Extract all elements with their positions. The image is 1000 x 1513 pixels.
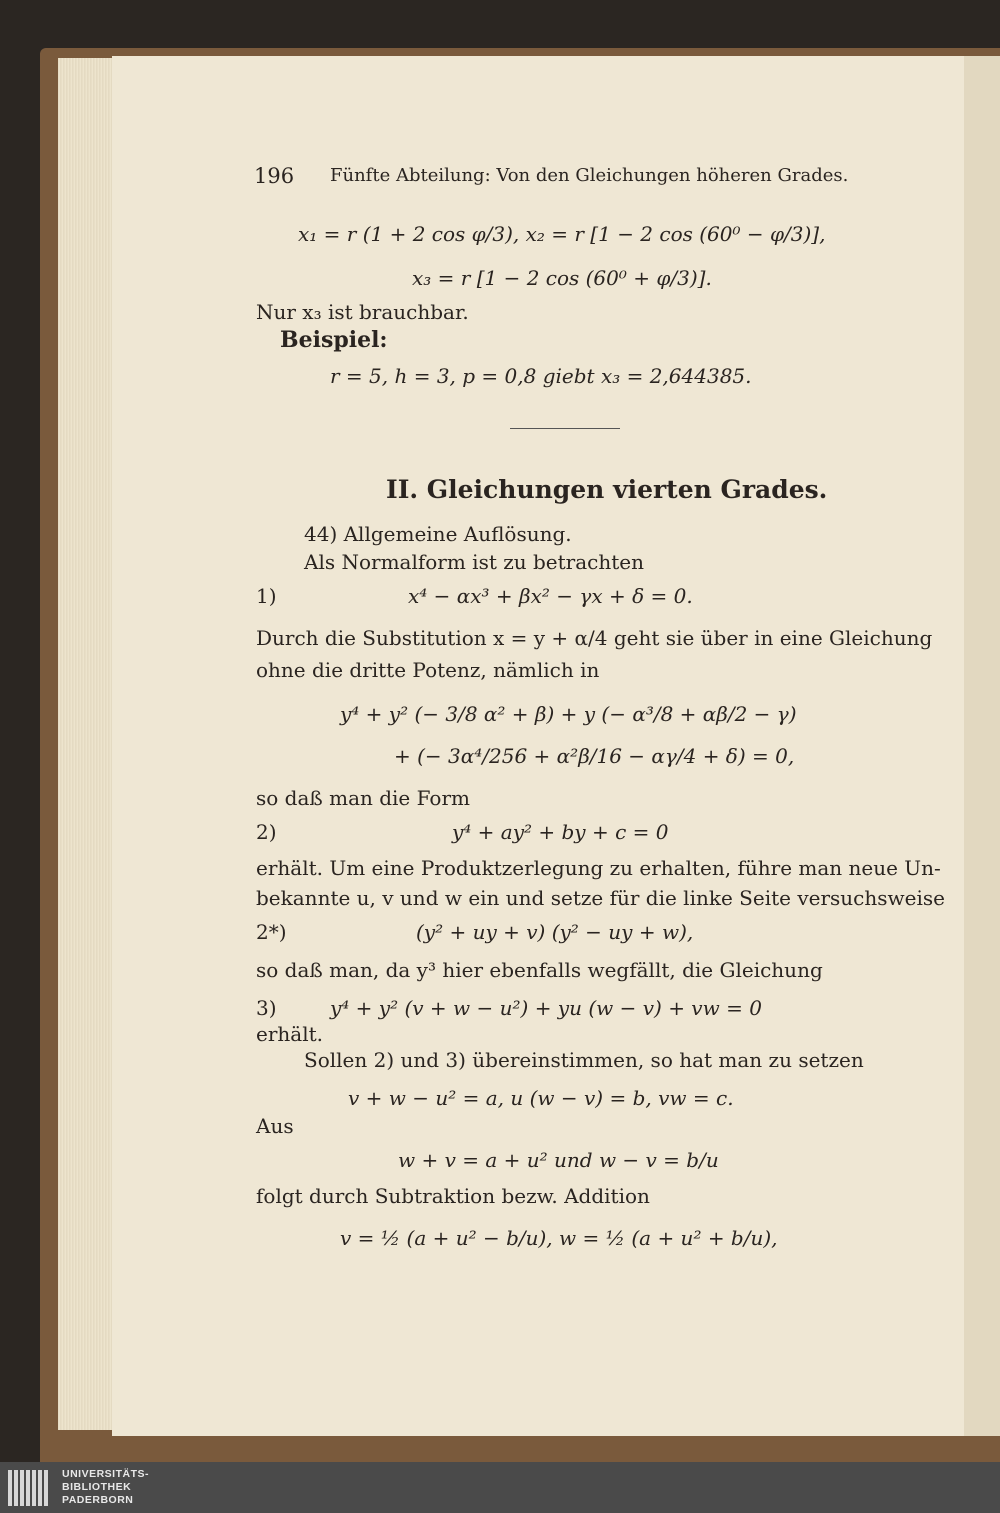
text-line: so daß man, da y³ hier ebenfalls wegfällt, die Gleichung [256,958,823,982]
equation-number: 2*) [256,920,287,944]
running-title: Fünfte Abteilung: Von den Gleichungen höheren Grades. [330,165,849,186]
library-footer [0,1462,1000,1513]
example-label: Beispiel: [280,327,388,353]
library-name-line: BIBLIOTHEK [62,1481,132,1493]
page-content [112,56,964,1436]
library-name [62,1468,149,1507]
text-line: Durch die Substitution x = y + α/4 geht sie über in eine Gleichung [256,626,933,650]
equation-number: 2) [256,820,277,844]
page-stack-edge [58,58,120,1430]
equation-expanded: y⁴ + y² (v + w − u²) + yu (w − v) + vw = 0 [330,996,762,1020]
subsection-title: 44) Allgemeine Auflösung. [304,522,572,546]
text-line: Sollen 2) und 3) übereinstimmen, so hat man zu setzen [304,1048,864,1072]
equation-substituted-2: + (− 3α⁴/256 + α²β/16 − αγ/4 + δ) = 0, [394,744,795,768]
example-values: r = 5, h = 3, p = 0,8 giebt x₃ = 2,644385. [330,364,752,388]
text-line: erhält. [256,1022,323,1046]
book-page [112,56,964,1436]
text-line: Aus [256,1114,294,1138]
text-line: folgt durch Subtraktion bezw. Addition [256,1184,650,1208]
facing-page-strip [964,56,1000,1436]
equation-sum-difference: w + v = a + u² und w − v = b/u [398,1148,719,1172]
text-line: Als Normalform ist zu betrachten [304,550,644,574]
equation-v-w: v = ½ (a + u² − b/u), w = ½ (a + u² + b/u), [340,1226,778,1250]
library-logo-icon [8,1470,54,1506]
equation-factorization: (y² + uy + v) (y² − uy + w), [416,920,694,944]
text-line: so daß man die Form [256,786,470,810]
text-line: erhält. Um eine Produktzerlegung zu erhalten, führe man neue Un- [256,856,941,880]
equation-x3: x₃ = r [1 − 2 cos (60⁰ + φ/3)]. [412,266,712,290]
library-name-line: UNIVERSITÄTS- [62,1468,150,1480]
equation-reduced-form: y⁴ + ay² + by + c = 0 [452,820,669,844]
section-divider [510,428,620,429]
text-line: ohne die dritte Potenz, nämlich in [256,658,600,682]
equation-substituted-1: y⁴ + y² (− 3/8 α² + β) + y (− α³/8 + αβ/2 − γ) [340,702,797,726]
equation-number: 3) [256,996,277,1020]
section-heading: II. Gleichungen vierten Grades. [386,475,828,504]
equation-number: 1) [256,584,277,608]
equation-conditions: v + w − u² = a, u (w − v) = b, vw = c. [348,1086,734,1110]
equation-x1-x2: x₁ = r (1 + 2 cos φ/3), x₂ = r [1 − 2 cos (60⁰ − φ/3)], [298,222,826,246]
text-line: Nur x₃ ist brauchbar. [256,300,469,324]
text-line: bekannte u, v und w ein und setze für die linke Seite versuchsweise [256,886,945,910]
page-number: 196 [254,164,295,188]
equation-normal-form: x⁴ − αx³ + βx² − γx + δ = 0. [408,584,693,608]
library-name-line: PADERBORN [62,1494,134,1506]
